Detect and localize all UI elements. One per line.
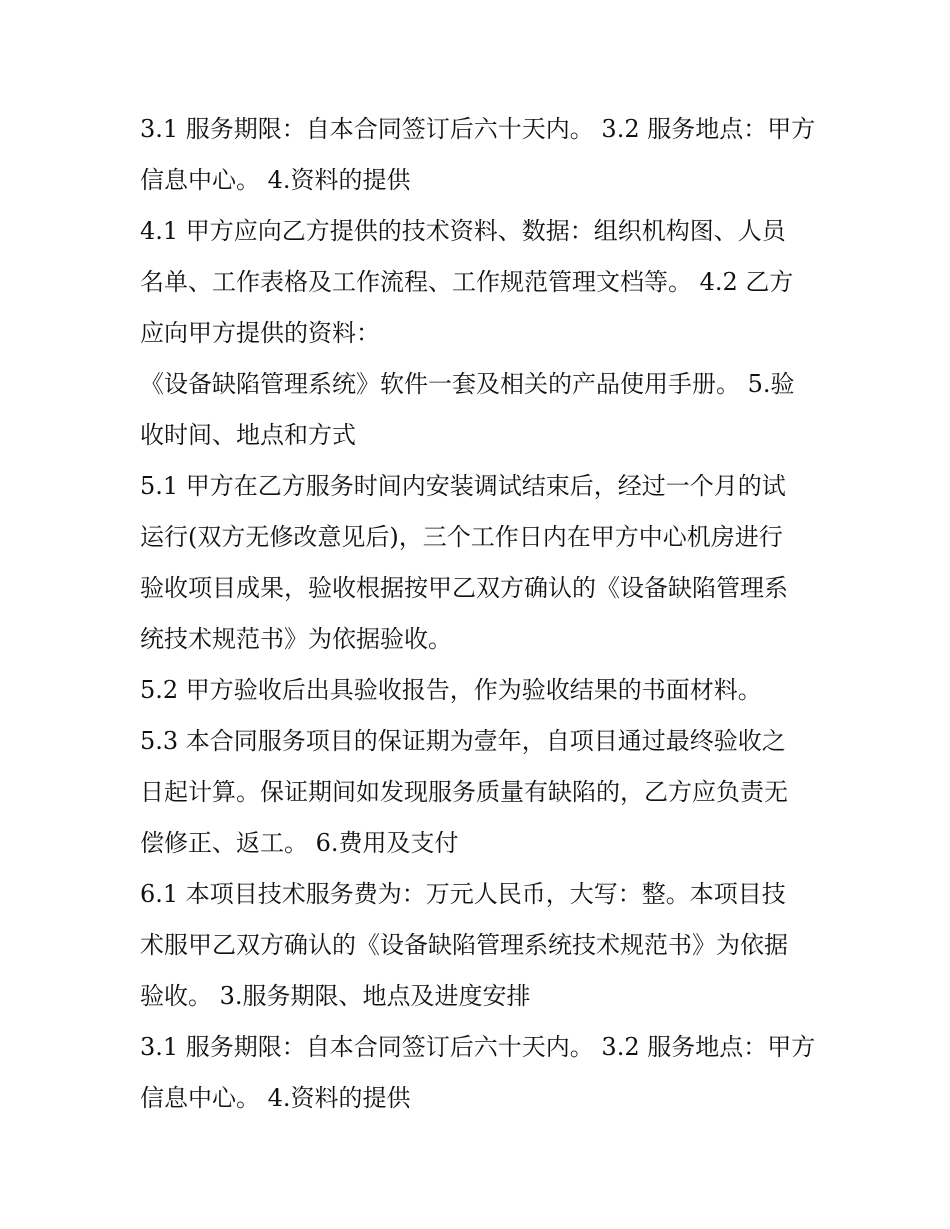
paragraph-software-manual: 《设备缺陷管理系统》软件一套及相关的产品使用手册。 5.验 收时间、地点和方式 [140, 370, 795, 449]
paragraph-fees: 6.1 本项目技术服务费为：万元人民币，大写：整。本项目技 术服甲乙双方确认的《设备缺陷管理系统技术规范书》为依据 验收。 3.服务期限、地点及进度安排 [140, 880, 788, 1010]
paragraph-materials-provided: 4.1 甲方应向乙方提供的技术资料、数据：组织机构图、人员 名单、工作表格及工作流程、工作规范管理文档等。 4.2 乙方 应向甲方提供的资料： [140, 217, 794, 347]
document-body [140, 104, 820, 1124]
paragraph-acceptance-report: 5.2 甲方验收后出具验收报告，作为验收结果的书面材料。 [140, 676, 762, 704]
paragraph-acceptance-procedure: 5.1 甲方在乙方服务时间内安装调试结束后，经过一个月的试 运行(双方无修改意见后)，三个工作日内在甲方中心机房进行 验收项目成果，验收根据按甲乙双方确认的《设备缺陷管理系 统技术规范书》为依据验收。 [140, 472, 788, 653]
paragraph-warranty: 5.3 本合同服务项目的保证期为壹年，自项目通过最终验收之 日起计算。保证期间如发现服务质量有缺陷的，乙方应负责无 偿修正、返工。 6.费用及支付 [140, 727, 788, 857]
paragraph-service-term: 3.1 服务期限：自本合同签订后六十天内。 3.2 服务地点：甲方 信息中心。 4.资料的提供 [140, 115, 816, 194]
paragraph-service-term-repeat: 3.1 服务期限：自本合同签订后六十天内。 3.2 服务地点：甲方 信息中心。 4.资料的提供 [140, 1033, 816, 1112]
